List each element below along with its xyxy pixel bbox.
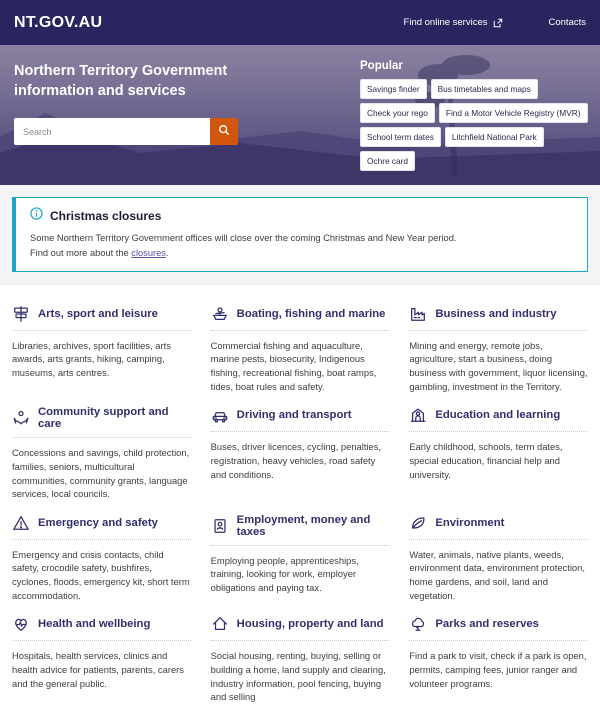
category-link-employment[interactable]: Employment, money and taxes — [236, 513, 371, 538]
leaf-icon — [409, 514, 427, 532]
closures-link[interactable]: closures — [131, 247, 166, 258]
category-link-housing[interactable]: Housing, property and land — [236, 618, 384, 631]
popular-chip[interactable]: Bus timetables and maps — [431, 79, 538, 99]
popular-chip[interactable]: Find a Motor Vehicle Registry (MVR) — [439, 103, 588, 123]
school-icon — [409, 406, 427, 424]
popular-chip[interactable]: Ochre card — [360, 151, 415, 171]
category-card — [211, 615, 390, 704]
alert-body: Some Northern Territory Government offices will close over the coming Christmas and New Year period. Find out more about the closures. — [30, 233, 457, 258]
warning-triangle-icon — [12, 514, 30, 532]
caring-hands-icon — [12, 409, 30, 427]
category-card — [211, 305, 390, 394]
contacts-link[interactable]: Contacts — [548, 17, 586, 28]
id-badge-icon — [211, 517, 229, 535]
alert-section — [0, 185, 600, 285]
top-navigation-bar — [0, 0, 600, 45]
category-description: Find a park to visit, check if a park is open, permits, camping fees, junior ranger and volunteer programs. — [409, 650, 587, 689]
category-card — [409, 514, 588, 603]
category-link-parks[interactable]: Parks and reserves — [435, 618, 539, 631]
factory-icon — [409, 305, 427, 323]
signpost-icon — [12, 305, 30, 323]
category-card — [409, 305, 588, 394]
boat-icon — [211, 305, 229, 323]
category-card — [211, 514, 390, 603]
tree-icon — [409, 615, 427, 633]
category-card — [409, 406, 588, 501]
search-icon — [218, 124, 230, 139]
category-description: Buses, driver licences, cycling, penalties, registration, heavy vehicles, road safety and conditions. — [210, 441, 382, 480]
category-link-driving[interactable]: Driving and transport — [236, 409, 352, 422]
category-description: Concessions and savings, child protection, families, seniors, multicultural communities, community grants, language services, local councils. — [12, 447, 190, 500]
site-logo[interactable]: NT.GOV.AU — [14, 13, 103, 31]
popular-chip[interactable]: Litchfield National Park — [445, 127, 544, 147]
category-grid — [0, 285, 600, 704]
category-card — [211, 406, 390, 501]
find-online-services-link[interactable]: Find online services — [404, 17, 503, 28]
category-card — [12, 406, 191, 501]
category-description: Mining and energy, remote jobs, agriculture, start a business, doing business with government, liquor licensing, gambling, investment in the Territory. — [409, 339, 588, 392]
category-card — [12, 615, 191, 704]
popular-heading: Popular — [360, 60, 403, 72]
hero-banner — [0, 45, 600, 185]
category-link-boating[interactable]: Boating, fishing and marine — [236, 307, 386, 320]
category-description: Employing people, apprenticeships, training, looking for work, employer obligations and paying tax. — [210, 554, 359, 593]
heart-pulse-icon — [12, 615, 30, 633]
category-description: Early childhood, schools, term dates, special education, financial help and university. — [409, 441, 563, 480]
category-link-environment[interactable]: Environment — [435, 516, 505, 529]
popular-chip[interactable]: Check your rego — [360, 103, 435, 123]
category-link-community[interactable]: Community support and care — [38, 406, 169, 431]
category-description: Water, animals, native plants, weeds, environment data, environment protection, home gardens, and soil, land and vegetation. — [409, 548, 585, 601]
info-icon — [30, 207, 43, 225]
category-description: Commercial fishing and aquaculture, marine pests, biosecurity, Indigenous fishing, recreational fishing, boat ramps, tides, boat rules and safety. — [210, 339, 377, 392]
popular-links-panel — [360, 60, 588, 171]
house-icon — [211, 615, 229, 633]
category-card — [12, 305, 191, 394]
category-link-health[interactable]: Health and wellbeing — [38, 618, 151, 631]
popular-chip[interactable]: School term dates — [360, 127, 441, 147]
popular-chip[interactable]: Savings finder — [360, 79, 427, 99]
car-icon — [211, 406, 229, 424]
category-description: Hospitals, health services, clinics and health advice for patients, parents, carers and the general public. — [12, 650, 184, 689]
category-link-arts[interactable]: Arts, sport and leisure — [38, 307, 158, 320]
alert-title: Christmas closures — [50, 209, 162, 223]
external-link-icon — [493, 18, 503, 28]
category-link-emergency[interactable]: Emergency and safety — [38, 516, 158, 529]
category-link-education[interactable]: Education and learning — [435, 409, 561, 422]
search-button[interactable] — [210, 118, 238, 145]
category-card — [409, 615, 588, 704]
category-link-business[interactable]: Business and industry — [435, 307, 557, 320]
page-title: Northern Territory Government information and services — [14, 63, 228, 99]
category-description: Emergency and crisis contacts, child safety, crocodile safety, bushfires, cyclones, floods, emergency kit, short term accommodation. — [12, 548, 190, 601]
category-description: Libraries, archives, sport facilities, arts awards, arts grants, hiking, camping, museums, arts centres. — [12, 339, 171, 378]
category-description: Social housing, renting, buying, selling or building a home, land supply and clearing, industry information, pool fencing, buying and selling — [210, 650, 386, 703]
category-card — [12, 514, 191, 603]
search-input[interactable] — [14, 118, 210, 145]
christmas-closures-alert — [12, 197, 588, 272]
